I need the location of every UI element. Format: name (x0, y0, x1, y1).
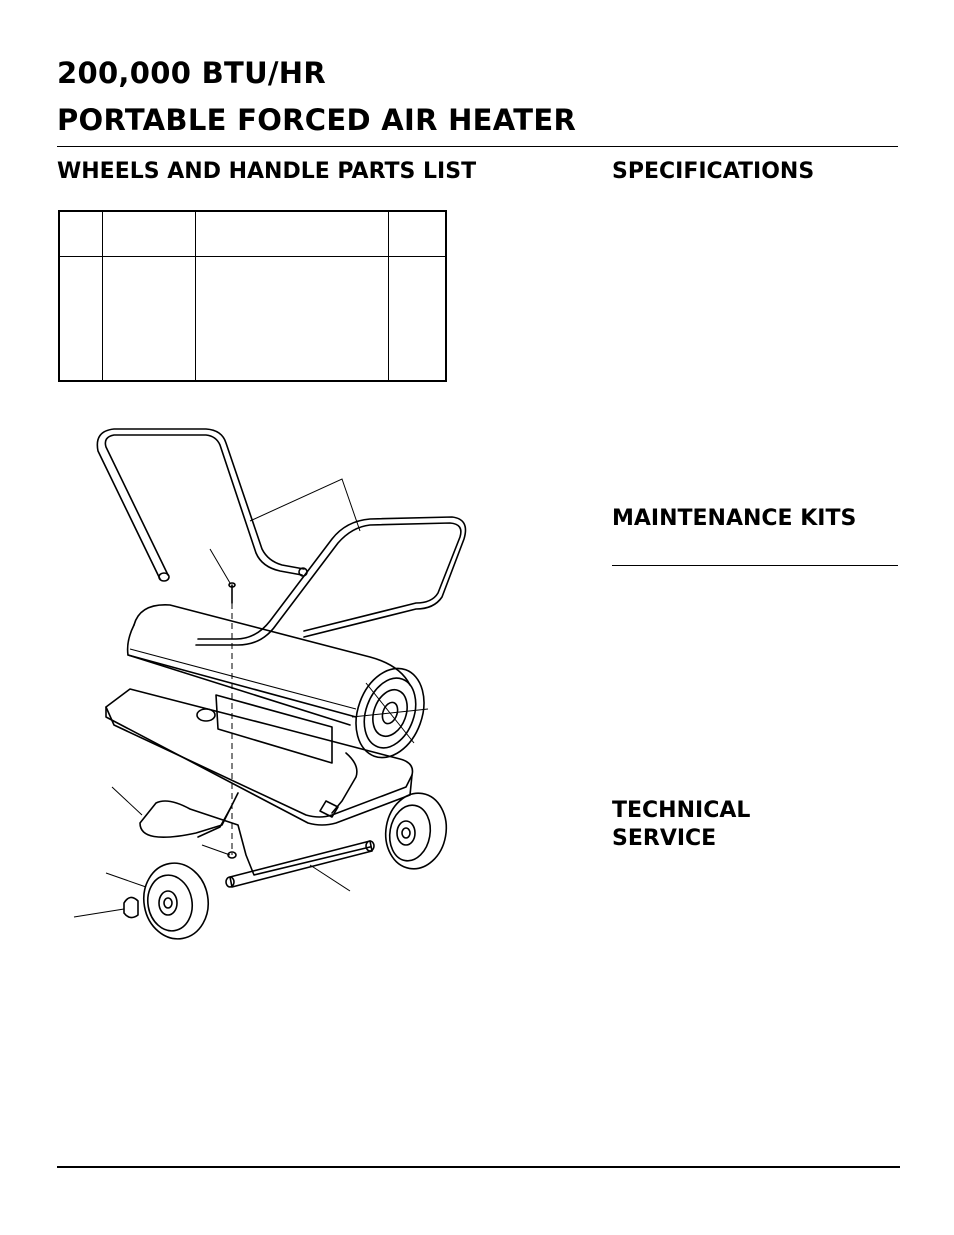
table-cell (195, 256, 388, 381)
parts-list-table (58, 210, 447, 382)
column-header (59, 211, 102, 256)
footer-divider (57, 1166, 900, 1168)
technical-service-heading-line1: TECHNICAL (612, 798, 751, 823)
table-cell (102, 256, 195, 381)
table-header-row (59, 211, 446, 256)
page-title-line1: 200,000 BTU/HR (57, 56, 327, 90)
column-header (388, 211, 446, 256)
header-divider (57, 146, 898, 147)
table-cell (388, 256, 446, 381)
table-cell (59, 256, 102, 381)
heater-wheels-handle-exploded-diagram-icon (70, 425, 470, 950)
maintenance-kits-heading: MAINTENANCE KITS (612, 506, 857, 531)
technical-service-heading-line2: SERVICE (612, 826, 717, 851)
specifications-heading: SPECIFICATIONS (612, 159, 815, 184)
page-title-line2: PORTABLE FORCED AIR HEATER (57, 103, 577, 137)
table-row (59, 256, 446, 381)
parts-list-heading: WHEELS AND HANDLE PARTS LIST (57, 159, 477, 184)
column-header (195, 211, 388, 256)
column-header (102, 211, 195, 256)
maintenance-kits-divider (612, 565, 898, 566)
technical-service-heading (612, 797, 750, 853)
